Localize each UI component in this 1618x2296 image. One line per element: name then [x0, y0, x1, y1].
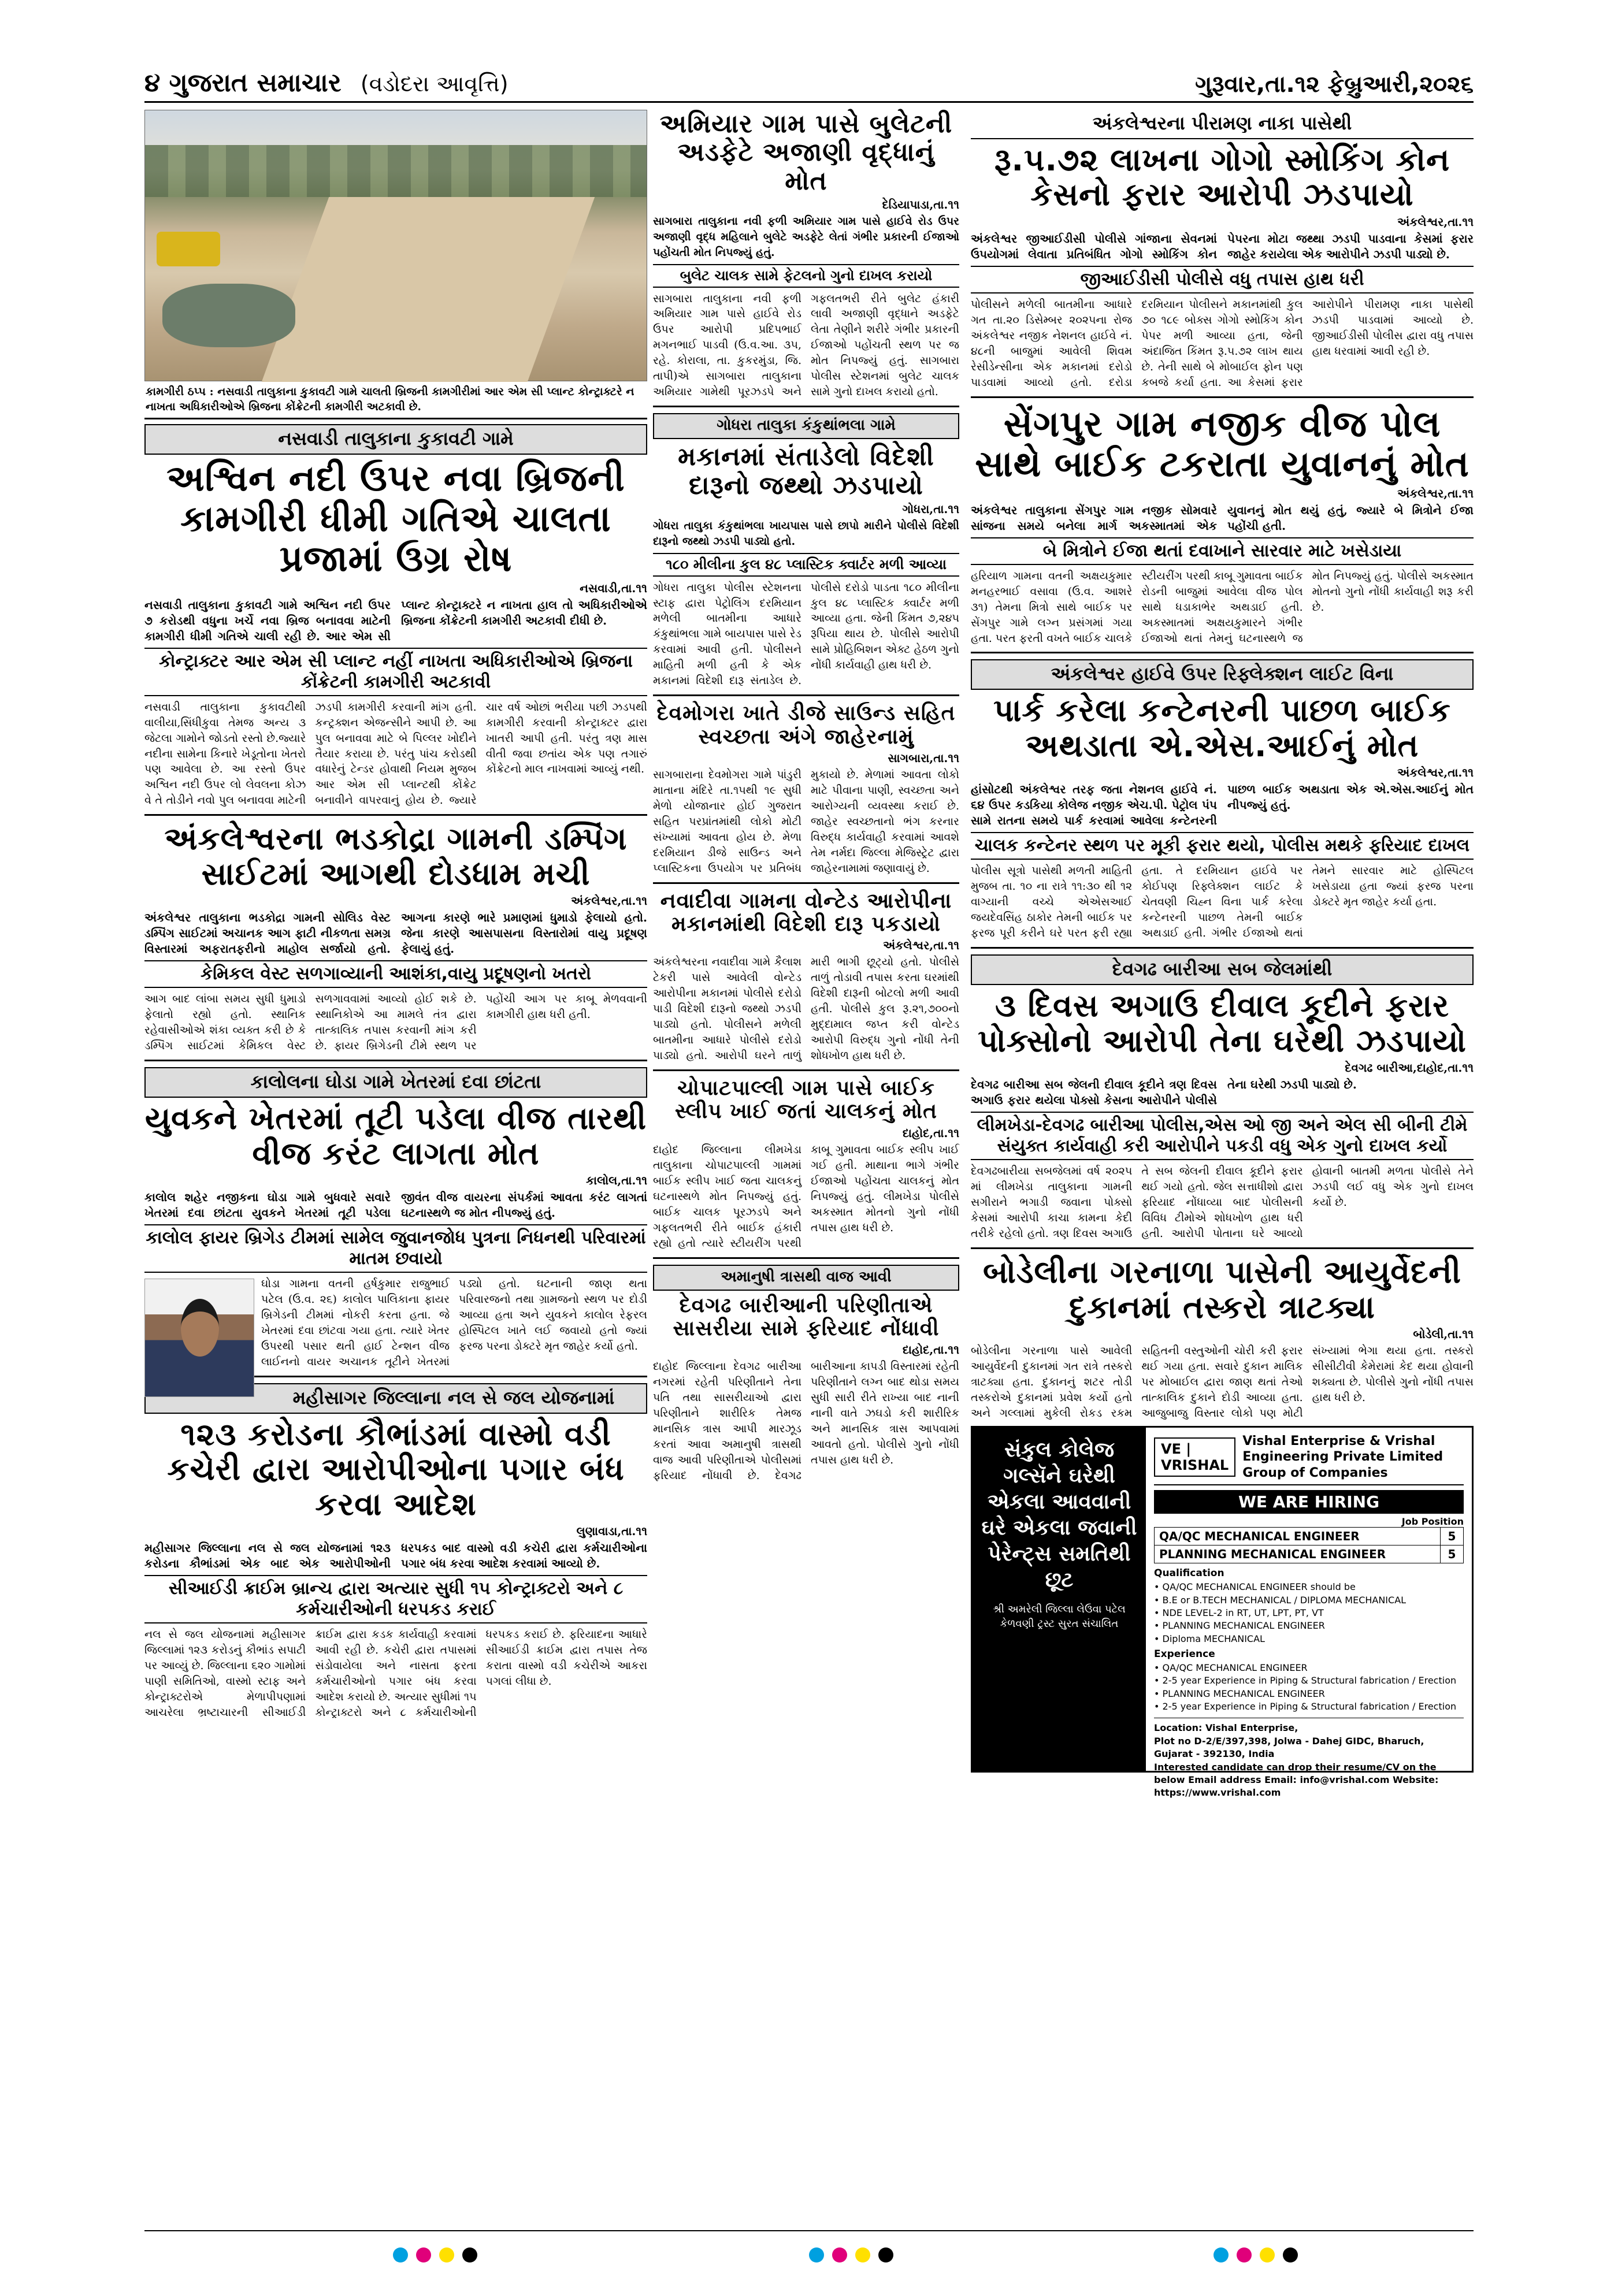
construction-photo: [144, 110, 647, 381]
story-headline: ૧૨૩ કરોડના કૌભાંડમાં વાસ્મો વડી કચેરી દ્વારા આરોપીઓના પગાર બંધ કરવા આદેશ: [167, 1416, 625, 1522]
story-headline: અશ્વિન નદી ઉપર નવા બ્રિજની કામગીરી ધીમી ગતિએ ચાલતા પ્રજામાં ઉગ્ર રોષ: [166, 457, 625, 580]
yellow-dot: [1260, 2247, 1275, 2262]
story-subhead: બે મિત્રોને ઈજા થતાં દવાખાને સારવાર માટે ખસેડાયા: [971, 537, 1474, 565]
black-dot: [878, 2247, 893, 2262]
story-lead: ગોધરા તાલુકા કંકુથાંભલા ખાયપાસ પાસે છાપો મારીને પોલીસે વિદેશી દારૂનો જથ્થો ઝડપી પાડ્યો હતો.: [653, 519, 959, 548]
qualification-line: • NDE LEVEL-2 in RT, UT, LPT, PT, VT: [1154, 1607, 1324, 1618]
story-dateline: અંકલેશ્વર,તા.૧૧: [571, 894, 647, 908]
job-row: [1155, 1528, 1464, 1545]
story-kicker: અમાનુષી ત્રાસથી વાજ આવી: [653, 1265, 959, 1291]
magenta-dot: [1237, 2247, 1252, 2262]
story-body: નલ સે જલ યોજનામાં મહીસાગર જિલ્લામાં ૧૨૩ કરોડનું કૌભાંડ સપાટી પર આવ્યું છે. જિલ્લાના ૬૨૦ ગામોમાં પાણી સમિતિઓ, વાસ્મો સ્ટાફ અને કોન્ટ્રાક્ટરોએ મેળાપીપણામાં આચરેલા ભ્રષ્ટાચારની સીઆઈડી ક્રાઈમ દ્વારા કડક કાર્યવાહી કરવામાં આવી રહી છે. કચેરી દ્વારા તપાસમાં સંડોવાયેલા અને નાસતા ફરતા કર્મચારીઓનો પગાર બંધ કરવા આદેશ કરાયો છે. અત્યાર સુધીમાં ૧૫ કોન્ટ્રાક્ટરો અને ૮ કર્મચારીઓની ધરપકડ કરાઈ છે. ફરિયાદના આધારે સીઆઈડી ક્રાઈમ દ્વારા તપાસ તેજ કરાતા વાસ્મો વડી કચેરીએ આકરા પગલાં લીધા છે.: [144, 1628, 647, 1719]
job-count: 5: [1441, 1545, 1464, 1563]
photo-caption: કામગીરી ઠપ્પ : નસવાડી તાલુકાના કુકાવટી ગામે ચાલતી બ્રિજની કામગીરીમાં આર એમ સી પ્લાન્ટ કોન્ટ્રાક્ટરે ન નાખતા અધિકારીઓએ બ્રિજના કોંક્રેટની કામગીરી અટકાવી છે.: [144, 381, 647, 419]
story-dateline: દાહોદ,તા.૧૧: [902, 1125, 959, 1140]
divider: [971, 396, 1474, 398]
experience-line: • 2-5 year Experience in Piping & Structural fabrication / Erection: [1154, 1701, 1457, 1712]
story-dateline: ગોધરા,તા.૧૧: [902, 501, 959, 516]
story-body: પોલીસ સૂત્રો પાસેથી મળતી માહિતી મુજબ તા. ૧૦ ના રાત્રે ૧૧:૩૦ થી ૧૨ વાગ્યાની વચ્ચે એએસઆઈ જયદેવસિંહ ઠાકોર તેમની બાઈક પર ફરજ પૂરી કરીને ઘરે પરત ફરી રહ્યા હતા. તે દરમિયાન હાઈવે પર કોઈપણ રિફ્લેક્શન લાઈટ કે ચેતવણી ચિહ્ન વિના પાર્ક કરેલા કન્ટેનરની પાછળ તેમની બાઈક અથડાઈ હતી. ગંભીર ઈજાઓ થતાં તેમને સારવાર માટે હોસ્પિટલ ખસેડાયા હતા જ્યાં ફરજ પરના ડોક્ટરે મૃત જાહેર કર્યા હતા.: [971, 864, 1474, 940]
cyan-dot: [1214, 2247, 1229, 2262]
story-body: દાહોદ જિલ્લાના લીમખેડા તાલુકાના ચોપાટપાલ્લી ગામમાં બાઈક સ્લીપ ખાઈ જતા ચાલકનું ઘટનાસ્થળે મોત નિપજ્યું હતું. બાઈક ચાલક પૂરઝડપે અને ગફલતભરી રીતે બાઈક હંકારી રહ્યો હતો ત્યારે સ્ટીયરીંગ પરથી કાબૂ ગુમાવતા બાઈક સ્લીપ ખાઈ ગઈ હતી. માથાના ભાગે ગંભીર ઈજાઓ પહોંચતા ચાલકનું મોત નિપજ્યું હતું. લીમખેડા પોલીસે અકસ્માત મોતનો ગુનો નોંધી તપાસ હાથ ધરી છે.: [653, 1143, 959, 1250]
story-subhead: ચાલક કન્ટેનર સ્થળ પર મૂકી ફરાર થયો, પોલીસ મથકે ફરિયાદ દાખલ: [971, 832, 1474, 860]
ad-contact: Interested candidate can drop their resume/CV on the below Email address Email: info@vrishal.com Website: https://www.vrishal.com: [1154, 1761, 1439, 1799]
story-subhead: બુલેટ ચાલક સામે ફેટલનો ગુનો દાખલ કરાયો: [653, 264, 959, 288]
yellow-dot: [439, 2247, 454, 2262]
company-name: Vishal Enterprise & Vrishal Engineering Private Limited Group of Companies: [1242, 1433, 1443, 1480]
divider: [653, 406, 959, 407]
issue-date: ગુરૂવાર,તા.૧૨ ફેબ્રુઆરી,૨૦૨૬: [1195, 71, 1474, 98]
story-subhead: સીઆઈડી ક્રાઈમ બ્રાન્ચ દ્વારા અત્યાર સુધી ૧૫ કોન્ટ્રાક્ટરો અને ૮ કર્મચારીઓની ધરપકડ કરાઈ: [144, 1575, 647, 1623]
story-kicker: ગોધરા તાલુકા કંકુથાંભલા ગામે: [653, 413, 959, 439]
story-dateline: સાગબારા,તા.૧૧: [888, 751, 959, 765]
story-headline: ૩ દિવસ અગાઉ દીવાલ કૂદીને ફરાર પોક્સોનો આરોપી તેના ઘરેથી ઝડપાયો: [978, 987, 1467, 1059]
photo-dirt-road: [262, 197, 595, 382]
cyan-dot: [809, 2247, 824, 2262]
page-footer-rule: [144, 2230, 1474, 2231]
story-headline: નવાદીવા ગામના વોન્ટેડ આરોપીના મકાનમાંથી વિદેશી દારૂ પકડાયો: [660, 889, 952, 937]
college-ad-trust: શ્રી અમરેલી જિલ્લા લેઉવા પટેલ કેળવણી ટ્રસ્ટ સુરત સંચાલિત: [993, 1603, 1126, 1630]
story-lead: અંકલેશ્વર તાલુકાના ભડકોદ્રા ગામની સોલિડ વેસ્ટ ડમ્પિંગ સાઈટમાં અચાનક આગ ફાટી નીકળતા સમગ્ર વિસ્તારમાં અફરાતફરીનો માહોલ સર્જાયો હતો. આગના કારણે ભારે પ્રમાણમાં ધુમાડો ફેલાયો હતો. જેના કારણે આસપાસના વિસ્તારોમાં વાયુ પ્રદૂષણ ફેલાયું હતું.: [144, 911, 647, 956]
story-body: બોડેલીના ગરનાળા પાસે આવેલી આયુર્વેદની દુકાનમાં ગત રાત્રે તસ્કરો ત્રાટક્યા હતા. દુકાનનું શટર તોડી તસ્કરોએ દુકાનમાં પ્રવેશ કર્યો હતો અને ગલ્લામાં મુકેલી રોકડ રકમ સહિતની વસ્તુઓની ચોરી કરી ફરાર થઈ ગયા હતા. સવારે દુકાન માલિક પર મોબાઈલ દ્વારા જાણ થતાં તેઓ તાત્કાલિક દુકાને દોડી આવ્યા હતા. આજુબાજુ વિસ્તાર લોકો પણ મોટી સંખ્યામાં ભેગા થયા હતા. તસ્કરો સીસીટીવી કેમેરામાં કેદ થયા હોવાની શક્યતા છે. પોલીસે ગુનો નોંધી તપાસ હાથ ધરી છે.: [971, 1344, 1474, 1420]
story-liquor-house: [653, 413, 959, 689]
story-subhead: જીઆઈડીસી પોલીસે વધુ તપાસ હાથ ધરી: [971, 266, 1474, 293]
story-dateline: કાલોલ,તા.૧૧: [586, 1173, 647, 1188]
story-dateline: અંકલેશ્વર,તા.૧૧: [1397, 486, 1474, 500]
hiring-ad-footer: [1154, 1718, 1464, 1799]
story-headline: સેંગપુર ગામ નજીક વીજ પોલ સાથે બાઈક ટકરાતા યુવાનનું મોત: [975, 402, 1469, 485]
magenta-dot: [416, 2247, 431, 2262]
story-dateline: બોડેલી,તા.૧૧: [1413, 1327, 1474, 1341]
ad-address: Plot no D-2/E/397,398, Jolwa - Dahej GIDC, Bharuch, Gujarat - 392130, India: [1154, 1735, 1424, 1760]
job-count: 5: [1441, 1528, 1464, 1545]
divider: [144, 1060, 647, 1061]
column-middle: [653, 110, 959, 1484]
paper-name: ગુજરાત સમાચાર: [169, 68, 342, 98]
story-body: સાગબારાના દેવમોગરા ગામે પાંડુરી માતાના મંદિરે તા.૧૫થી ૧૯ સુધી મેળો યોજાનાર હોઈ ગુજરાત સહિત પરપ્રાંતમાંથી લોકો મોટી સંખ્યામાં આવતા હોય છે. મેળા દરમિયાન ડીજે સાઉન્ડ અને પ્લાસ્ટિકના ઉપયોગ પર પ્રતિબંધ મુકાયો છે. મેળામાં આવતા લોકો માટે પીવાના પાણી, સ્વચ્છતા અને આરોગ્યની વ્યવસ્થા કરાઈ છે. જાહેર સ્વચ્છતાનો ભંગ કરનાર વિરુદ્ધ કાર્યવાહી કરવામાં આવશે તેમ નર્મદા જિલ્લા મેજિસ્ટ્રેટ દ્વારા જાહેરનામામાં જણાવાયું છે.: [653, 768, 959, 875]
job-row: [1155, 1545, 1464, 1563]
story-kicker: નસવાડી તાલુકાના કુકાવટી ગામે: [144, 424, 647, 455]
story-lead: નસવાડી તાલુકાના કુકાવટી ગામે અશ્વિન નદી ઉપર ૭ કરોડથી વધુના ખર્ચે નવા બ્રિજ બનાવવા માટેની કામગીરી ધીમી ગતિએ ચાલી રહી છે. આર એમ સી પ્લાન્ટ કોન્ટ્રાક્ટરે ન નાખતા હાલ તો અધિકારીઓએ બ્રિજના કોંક્રેટની કામગીરી અટકાવી દીધી છે.: [144, 597, 647, 643]
story-subhead: લીમખેડા-દેવગઢ બારીઆ પોલીસ,એસ ઓ જી અને એલ સી બીની ટીમે સંયુક્ત કાર્યવાહી કરી આરોપીને પકડી વધુ એક ગુનો દાખલ કર્યો: [971, 1112, 1474, 1160]
story-headline: અમિયાર ગામ પાસે બુલેટની અડફેટે અજાણી વૃદ્ધાનું મોત: [659, 109, 953, 196]
qualification-line: • B.E or B.TECH MECHANICAL / DIPLOMA MECHANICAL: [1154, 1594, 1407, 1606]
story-body: દાહોદ જિલ્લાના દેવગઢ બારીઆ નગરમાં રહેતી પરિણીતાને તેના પતિ તથા સાસરીયાઓ દ્વારા પરિણીતાને શારીરિક તેમજ માનસિક ત્રાસ આપી મારઝૂડ કરતાં આવા અમાનુષી ત્રાસથી વાજ આવી પરિણીતાએ પોલીસમાં ફરિયાદ નોંધાવી છે. દેવગઢ બારીઆના કાપડી વિસ્તારમાં રહેતી પરિણીતાને લગ્ન બાદ થોડા સમય સુધી સારી રીતે રાખ્યા બાદ નાની નાની વાતે ઝઘડો કરી શારીરિક અને માનસિક ત્રાસ આપવામાં આવતો હતો. પોલીસે ગુનો નોંધી તપાસ હાથ ધરી છે.: [653, 1360, 959, 1482]
story-gogo-cone: [971, 110, 1474, 391]
story-body: હરિયાળ ગામના વતની અક્ષયકુમાર મનહરભાઈ વસાવા (ઉ.વ. આશરે ૩૧) તેમના મિત્રો સાથે બાઈક પર સેંગપુર ગામે લગ્ન પ્રસંગમાં ગયા હતા. પરત ફરતી વખતે બાઈક ચાલકે સ્ટીયરીંગ પરથી કાબૂ ગુમાવતા બાઈક રોડની બાજુમાં આવેલા વીજ પોલ સાથે ધડાકાભેર અથડાઈ હતી. અકસ્માતમાં અક્ષયકુમારને ગંભીર ઈજાઓ થતાં તેમનું ઘટનાસ્થળે જ મોત નિપજ્યું હતું. પોલીસે અકસ્માત મોતનો ગુનો નોંધી કાર્યવાહી શરૂ કરી છે.: [971, 569, 1474, 645]
masthead: [144, 62, 1474, 103]
college-ad-headline: સંકુલ કોલેજ ગલ્સૅને ઘરેથી એકલા આવવાની ઘરે એકલા જવાની પેરેન્ટ્સ સમતિથી છૂટ: [981, 1437, 1137, 1592]
story-asi-death: [971, 659, 1474, 941]
black-dot: [1283, 2247, 1298, 2262]
masthead-left: [144, 68, 509, 98]
story-body: પોલીસને મળેલી બાતમીના આધારે ગત તા.૨૦ ડિસેમ્બર ૨૦૨૫ના રોજ અંકલેશ્વર નજીક નેશનલ હાઈવે નં. ૪૮ની બાજુમાં આવેલી શિવમ રેસીડેન્સીના એક મકાનમાં દરોડો પાડવામાં આવ્યો હતો. દરોડા દરમિયાન પોલીસને મકાનમાંથી કુલ ૭૦ ૧૮૯ બોક્સ ગોગો સ્મોકિંગ કોન પેપર મળી આવ્યા હતા, જેની અંદાજિત કિંમત રૂ.૫.૭૨ લાખ થાય છે. તેની સાથે બે મોબાઈલ ફોન પણ કબજે કર્યા હતા. આ કેસમાં ફરાર આરોપીને પીરામણ નાકા પાસેથી ઝડપી પાડવામાં આવ્યો છે. જીઆઈડીસી પોલીસ દ્વારા વધુ તપાસ હાથ ધરવામાં આવી રહી છે.: [971, 298, 1474, 389]
story-lead: સાગબારા તાલુકાના નવી ફળી અમિયાર ગામ પાસે હાઈવે રોડ ઉપર અજાણી વૃદ્ધ મહિલાને બુલેટે અડફેટે લેતાં ગંભીર પ્રકારની ઈજાઓ પહોંચતી મોત નિપજ્યું હતું.: [653, 214, 959, 259]
story-lead: અંકલેશ્વર જીઆઈડીસી પોલીસે ગાંજાના સેવનમાં ઉપયોગમાં લેવાતા પ્રતિબંધિત ગોગો સ્મોકિંગ કોન પેપરના મોટા જથ્થા ઝડપી પાડવાના કેસમાં ફરાર જાહેર કરાયેલા એક આરોપીને ઝડપી પાડ્યો છે.: [971, 231, 1474, 261]
story-headline: દેવગઢ બારીઆની પરિણીતાએ સાસરીયા સામે ફરિયાદ નોંધાવી: [673, 1293, 940, 1340]
yellow-dot: [855, 2247, 870, 2262]
divider: [144, 814, 647, 816]
story-headline: પાર્ક કરેલા કન્ટેનરની પાછળ બાઈક અથડાતા એ.એસ.આઈનું મોત: [993, 692, 1451, 764]
story-body: ઘોડા ગામના વતની હર્ષકુમાર રાજુભાઈ પટેલ (ઉ.વ. ૨૬) કાલોલ પાલિકાના ફાયર બ્રિગેડની ટીમમાં નોકરી કરતા હતા. જે ખેતરમાં દવા છાંટવા ગયા હતા. ત્યારે ખેતર ઉપરથી પસાર થતી હાઈ ટેન્શન વીજ લાઈનનો વાયર અચાનક તૂટીને ખેતરમાં પડ્યો હતો. ઘટનાની જાણ થતા પરિવારજનો તથા ગ્રામજનો સ્થળ પર દોડી આવ્યા હતા અને યુવકને કાલોલ રેફરલ હોસ્પિટલ ખાતે લઈ જવાયો હતો જ્યાં ફરજ પરના ડોક્ટરે મૃત જાહેર કર્યો હતો.: [261, 1277, 647, 1368]
magenta-dot: [832, 2247, 847, 2262]
experience-line: • 2-5 year Experience in Piping & Structural fabrication / Erection: [1154, 1675, 1457, 1686]
story-headline: રૂ.૫.૭૨ લાખના ગોગો સ્મોકિંગ કોન કેસનો ફરાર આરોપી ઝડપાયો: [994, 142, 1450, 213]
story-headline: મકાનમાં સંતાડેલો વિદેશી દારૂનો જથ્થો ઝડપાયો: [678, 442, 934, 500]
ad-location: Location: Vishal Enterprise,: [1154, 1722, 1298, 1734]
story-pole-crash: [971, 404, 1474, 647]
photo-trees: [145, 145, 647, 197]
divider: [971, 1247, 1474, 1249]
qualification-title: Qualification: [1154, 1567, 1224, 1580]
story-dateline: અંકલેશ્વર,તા.૧૧: [883, 938, 959, 953]
registration-marks: [0, 2247, 1618, 2271]
victim-photo: [144, 1279, 254, 1397]
column-left: [144, 110, 647, 1721]
experience-title: Experience: [1154, 1648, 1215, 1660]
story-lead: અંકલેશ્વર તાલુકાના સેંગપુર ગામ નજીક સોમવારે સાંજના સમયે બનેલા માર્ગ અકસ્માતમાં એક યુવાનનું મોત થયું હતું, જ્યારે બે મિત્રોને ઈજા પહોંચી હતી.: [971, 503, 1474, 533]
job-title: PLANNING MECHANICAL ENGINEER: [1155, 1545, 1441, 1563]
story-headline: દેવમોગરા ખાતે ડીજે સાઉન્ડ સહિત સ્વચ્છતા અંગે જાહેરનામું: [656, 701, 956, 749]
story-dateline: દાહોદ,તા.૧૧: [902, 1343, 959, 1357]
hiring-ad: [1146, 1428, 1472, 1799]
story-lead: દેવગઢ બારીઆ સબ જેલની દીવાલ કૂદીને ત્રણ દિવસ અગાઉ ફરાર થયેલા પોક્સો કેસના આરોપીને પોલીસે તેના ઘરેથી ઝડપી પાડ્યો છે.: [971, 1078, 1357, 1108]
story-kicker: અંકલેશ્વરના પીરામણ નાકા પાસેથી: [971, 110, 1474, 139]
story-bike-slip: [653, 1077, 959, 1251]
story-headline: ચોપાટપાલ્લી ગામ પાસે બાઈક સ્લીપ ખાઈ જતાં ચાલકનું મોત: [674, 1076, 938, 1124]
divider: [653, 882, 959, 884]
story-devmogra-notice: [653, 702, 959, 876]
photo-water-pool: [162, 284, 295, 347]
qualification-line: • QA/QC MECHANICAL ENGINEER should be: [1154, 1581, 1356, 1593]
story-body: આગ બાદ લાંબા સમય સુધી ધુમાડો ફેલાતો રહ્યો હતો. સ્થાનિક રહેવાસીઓએ શંકા વ્યક્ત કરી છે કે ડમ્પિંગ સાઈટમાં કેમિકલ વેસ્ટ સળગાવવામાં આવ્યો હોઈ શકે છે. સ્થાનિકોએ આ મામલે તંત્ર દ્વારા તાત્કાલિક તપાસ કરવાની માંગ કરી છે. ફાયર બ્રિગેડની ટીમે સ્થળ પર પહોંચી આગ પર કાબૂ મેળવવાની કામગીરી હાથ ધરી હતી.: [144, 993, 647, 1053]
column-right: [971, 110, 1474, 1799]
story-subhead: કોન્ટ્રાક્ટર આર એમ સી પ્લાન્ટ નહીં નાખતા અધિકારીઓએ બ્રિજના કોંક્રેટની કામગીરી અટકાવી: [144, 648, 647, 696]
company-logo: VE | VRISHAL: [1154, 1437, 1235, 1477]
photo-excavator: [157, 232, 220, 266]
page-number: ૪: [144, 68, 161, 98]
college-ad: [973, 1428, 1146, 1771]
story-dateline: દેડિયાપાડા,તા.૧૧: [882, 197, 959, 211]
black-dot: [462, 2247, 477, 2262]
story-body: ગોધરા તાલુકા પોલીસ સ્ટેશનના સ્ટાફ દ્વારા પેટ્રોલિંગ દરમિયાન મળેલી બાતમીના આધારે કંકુથાંભલા ગામે બાયપાસ પાસે રેડ કરવામાં આવી હતી. પોલીસને માહિતી મળી હતી કે એક મકાનમાં વિદેશી દારૂ સંતાડેલ છે. પોલીસે દરોડો પાડતા ૧૮૦ મીલીના કુલ ૪૮ પ્લાસ્ટિક ક્વાર્ટર મળી આવ્યા હતા. જેની કિંમત ૭,૨૪૫ રૂપિયા થાય છે. પોલીસે આરોપી સામે પ્રોહિબિશન એક્ટ હેઠળ ગુનો નોંધી કાર્યવાહી હાથ ધરી છે.: [653, 581, 959, 688]
story-electrocution: [144, 1067, 647, 1370]
story-headline: બોડેલીના ગરનાળા પાસેની આયુર્વેદની દુકાનમાં તસ્કરો ત્રાટક્યા: [983, 1254, 1461, 1325]
jobs-table: [1154, 1527, 1464, 1563]
divider: [653, 1069, 959, 1071]
hiring-ad-header: [1154, 1433, 1464, 1486]
story-lead: મહીસાગર જિલ્લાના નલ સે જલ યોજનામાં ૧૨૩ કરોડના કૌભાંડમાં એક બાદ એક આરોપીઓની ધરપકડ બાદ વાસ્મો વડી કચેરી દ્વારા કર્મચારીઓના પગાર બંધ કરવા આદેશ કરવામાં આવ્યો છે.: [144, 1541, 647, 1571]
divider: [653, 1257, 959, 1259]
story-dateline: અંકલેશ્વર,તા.૧૧: [1397, 214, 1474, 229]
story-harassment: [653, 1265, 959, 1484]
story-dateline: અંકલેશ્વર,તા.૧૧: [1397, 766, 1474, 780]
job-title: QA/QC MECHANICAL ENGINEER: [1155, 1528, 1441, 1545]
story-dumping-fire: [144, 822, 647, 1054]
story-body: દેવગઢબારીયા સબજેલમાં વર્ષ ૨૦૨૫ માં લીમખેડા તાલુકાના ગામની સગીરાને ભગાડી જવાના પોક્સો કેસમાં આરોપી કાચા કામના કેદી તરીકે રહેલો હતો. ત્રણ દિવસ અગાઉ તે સબ જેલની દીવાલ કૂદીને ફરાર થઈ ગયો હતો. જેલ સત્તાધીશો દ્વારા ફરિયાદ નોંધાવ્યા બાદ પોલીસની વિવિધ ટીમોએ શોધખોળ હાથ ધરી હતી. આરોપી પોતાના ઘરે આવ્યો હોવાની બાતમી મળતા પોલીસે તેને ઝડપી લઈ વધુ એક ગુનો દાખલ કર્યો છે.: [971, 1165, 1474, 1240]
job-advertisement: [971, 1426, 1474, 1799]
story-dateline: દેવગઢ બારીઆ,દાહોદ,તા.૧૧: [1345, 1061, 1474, 1075]
job-position-header: Job Position: [1401, 1516, 1464, 1528]
story-dateline: લુણાવાડા,તા.૧૧: [576, 1524, 647, 1539]
story-bridge-work: [144, 424, 647, 808]
story-subhead: કાલોલ ફાયર બ્રિગેડ ટીમમાં સામેલ જુવાનજોધ પુત્રના નિધનથી પરિવારમાં માતમ છવાયો: [144, 1224, 647, 1273]
divider: [971, 652, 1474, 653]
edition-label: (વડોદરા આવૃત્તિ): [360, 71, 509, 96]
story-lead: કાલોલ શહેર નજીકના ઘોડા ગામે બુધવારે સવારે ખેતરમાં દવા છાંટતા યુવકને ખેતરમાં તૂટી પડેલા જીવંત વીજ વાયરના સંપર્કમાં આવતા કરંટ લાગતાં ઘટનાસ્થળે જ મોત નીપજ્યું હતું.: [144, 1190, 647, 1220]
story-water-scam: [144, 1383, 647, 1721]
experience-line: • PLANNING MECHANICAL ENGINEER: [1154, 1688, 1325, 1699]
story-bullet-accident: [653, 110, 959, 400]
story-kicker: મહીસાગર જિલ્લાના નલ સે જલ યોજનામાં: [144, 1383, 647, 1414]
story-lead: હાંસોટથી અંકલેશ્વર તરફ જતા નેશનલ હાઈવે નં. ૬૪ ઉપર કડકિયા કોલેજ નજીક એચ.પી. પેટ્રોલ પંપ સામે રાતના સમયે પાર્ક કરવામાં આવેલા કન્ટેનરની પાછળ બાઈક અથડાતા એક એ.એસ.આઈનું મોત નીપજ્યું હતું.: [971, 782, 1474, 828]
story-wanted-accused: [653, 890, 959, 1064]
story-kicker: અંકલેશ્વર હાઈવે ઉપર રિફ્લેક્શન લાઈટ વિના: [971, 659, 1474, 690]
qualification-line: • PLANNING MECHANICAL ENGINEER: [1154, 1620, 1325, 1632]
story-headline: અંકલેશ્વરના ભડકોદ્રા ગામની ડમ્પિંગ સાઈટમાં આગથી દોડધામ મચી: [164, 820, 628, 892]
story-body: સાગબારા તાલુકાના નવી ફળી અમિયાર ગામ પાસે હાઈવે રોડ ઉપર આરોપી પ્રદિપભાઈ મગનભાઈ પાડવી (ઉ.વ.આ. ૩૫, રહે. કોરાલા, તા. કુકરમુંડા, જિ. તાપી)એ સાગબારા તાલુકાના અમિયાર ગામેથી પૂરઝડપે અને ગફલતભરી રીતે બુલેટ હંકારી લાવી અજાણી વૃદ્ધાને અડફેટે લેતા તેણીને શરીરે ગંભીર પ્રકારની ઈજાઓ પહોંચતી સ્થળ પર જ મોત નિપજ્યું હતું. સાગબારા પોલીસ સ્ટેશનમાં બુલેટ ચાલક સામે ગુનો દાખલ કરાયો હતો.: [653, 292, 959, 399]
story-body: નસવાડી તાલુકાના કુકાવટીથી વાલીયા,સિંધીકુવા તેમજ અન્ય ૩ જેટલા ગામોને જોડતો રસ્તો છે.જ્યારે નદીના સામેના કિનારે ખેડૂતોના ખેતરો પણ આવેલા છે. આ રસ્તો ઉપર અશ્વિન નદી ઉપર લો લેવલના કોઝ વે તે તોડીને નવો પુલ બનાવવા માટેની ઝડપી કામગીરી કરવાની માંગ હતી. કન્ટ્રક્શન એજન્સીને આપી છે. આ પુલ બનાવવા માટે બે પિલ્લર ખોદીને તૈયાર કરાયા છે. પરંતુ પાંચ કરોડથી વધારેનું ટેન્ડર હોવાથી નિયમ મુજબ આર એમ સી પ્લાન્ટથી કોંક્રેટ બનાવીને વાપરવાનું હોય છે. જ્યારે ચાર વર્ષ ઓછાં ભરીયા પછી ઝડપથી કામગીરી કરવાની કોન્ટ્રાક્ટર દ્વારા ખાતરી આપી હતી. પરંતુ ત્રણ માસ વીતી જવા છતાંય એક પણ તગારું કોંક્રેટનો માલ નાખવામાં આવ્યું નથી.: [144, 700, 647, 807]
story-shop-theft: [971, 1255, 1474, 1421]
story-body: અંકલેશ્વરના નવાદીવા ગામે કૈલાશ ટેકરી પાસે આવેલી વોન્ટેડ આરોપીના મકાનમાં પોલીસે દરોડો પાડી વિદેશી દારૂનો જથ્થો ઝડપી પાડ્યો હતો. પોલીસને મળેલી બાતમીના આધારે પોલીસે દરોડો પાડ્યો હતો. આરોપી ઘરને તાળું મારી ભાગી છૂટ્યો હતો. પોલીસે તાળું તોડાવી તપાસ કરતા ઘરમાંથી વિદેશી દારૂની બોટલો મળી આવી હતી. પોલીસે કુલ રૂ.૨૧,૭૦૦નો મુદ્દામાલ જપ્ત કરી વોન્ટેડ આરોપી વિરુદ્ધ ગુનો નોંધી તેની શોધખોળ હાથ ધરી છે.: [653, 956, 959, 1062]
divider: [971, 947, 1474, 949]
cyan-dot: [393, 2247, 408, 2262]
divider: [653, 694, 959, 696]
story-headline: યુવકને ખેતરમાં તૂટી પડેલા વીજ તારથી વીજ કરંટ લાગતા મોત: [144, 1100, 647, 1172]
experience-line: • QA/QC MECHANICAL ENGINEER: [1154, 1662, 1308, 1673]
story-dateline: નસવાડી,તા.૧૧: [580, 581, 647, 595]
qualification-line: • Diploma MECHANICAL: [1154, 1633, 1265, 1644]
story-subhead: કેમિકલ વેસ્ટ સળગાવ્યાની આશંકા,વાયુ પ્રદૂષણનો ખતરો: [144, 960, 647, 988]
story-kicker: કાલોલના ઘોડા ગામે ખેતરમાં દવા છાંટતા: [144, 1067, 647, 1098]
hiring-banner: WE ARE HIRING: [1154, 1490, 1464, 1514]
story-kicker: દેવગઢ બારીઆ સબ જેલમાંથી: [971, 954, 1474, 985]
story-jailbreak: [971, 954, 1474, 1242]
story-subhead: ૧૮૦ મીલીના કુલ ૪૮ પ્લાસ્ટિક ક્વાર્ટર મળી આવ્યા: [653, 553, 959, 577]
qualification-block: [1154, 1567, 1464, 1713]
